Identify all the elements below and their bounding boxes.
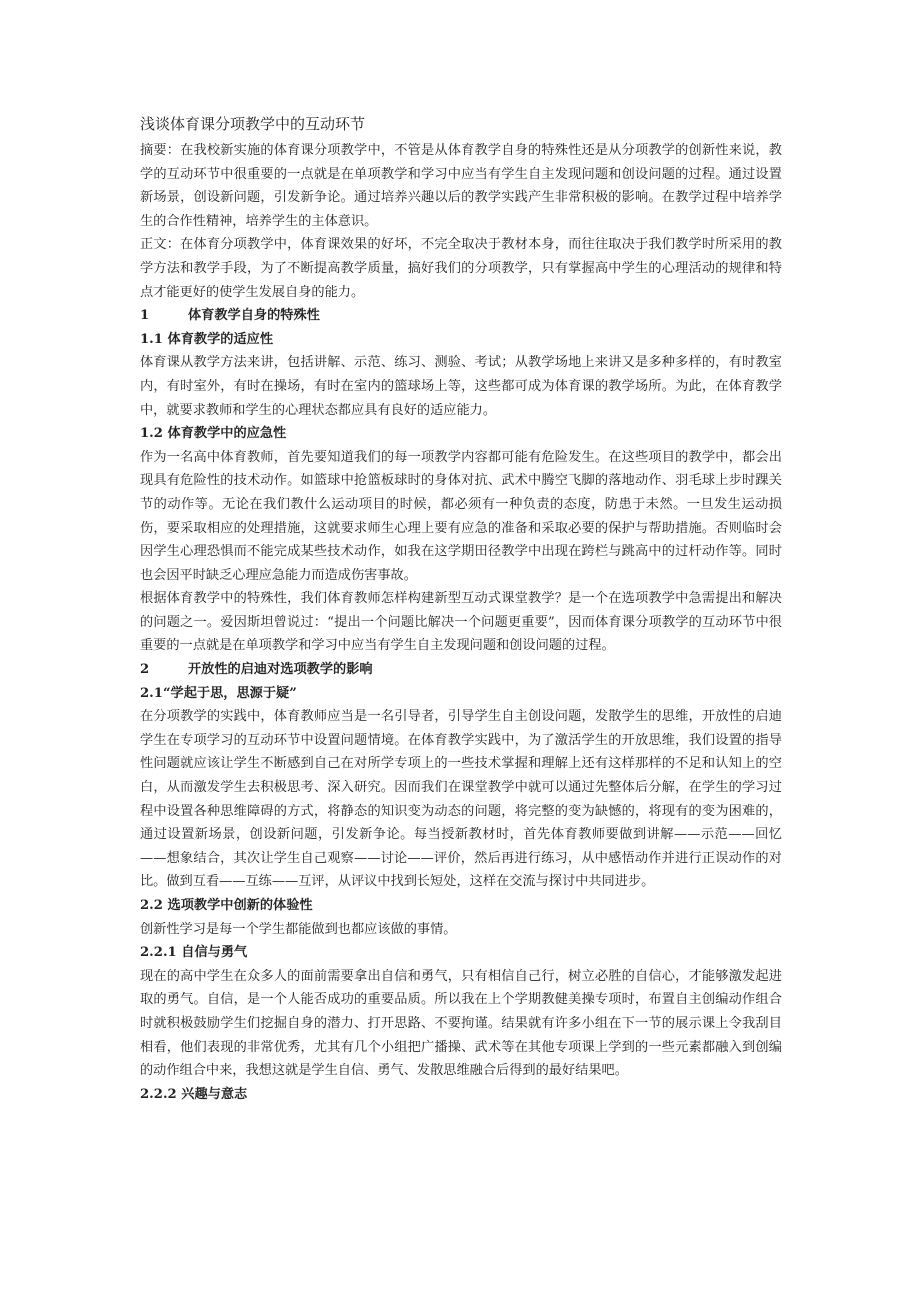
section-1-title: 体育教学自身的特殊性 (188, 308, 320, 324)
section-2-2-1-heading: 2.2.1 自信与勇气 (140, 945, 248, 961)
section-2-number: 2 (140, 662, 150, 678)
document-title: 浅谈体育课分项教学中的互动环节 (140, 115, 366, 133)
section-2-1-heading: 2.1“学起于思，思源于疑” (140, 685, 297, 701)
section-1-heading (140, 304, 782, 328)
section-1-1-heading: 1.1 体育教学的适应性 (140, 331, 274, 347)
section-1-2-heading: 1.2 体育教学中的应急性 (140, 426, 287, 442)
document-page (140, 113, 782, 1106)
intro-paragraph: 正文：在体育分项教学中，体育课效果的好坏，不完全取决于教材本身，而往往取决于我们教学时所采用的教学方法和教学手段，为了不断提高教学质量，搞好我们的分项教学，只有掌握高中学生的心理活动的规律和特点才能更好的使学生发展自身的能力。 (140, 237, 782, 300)
section-2-1-paragraph: 在分项教学的实践中，体育教师应当是一名引导者，引导学生自主创设问题，发散学生的思维，开放性的启迪学生在专项学习的互动环节中设置问题情境。在体育教学实践中，为了激活学生的开放思维，我们设置的指导性问题就应该让学生不断感到自己在对所学专项上的一些技术掌握和理解上还有这样那样的不足和认知上的空白，从而激发学生去积极思考、深入研究。因而我们在课堂教学中就可以通过先整体后分解，在学生的学习过程中设置各种思维障碍的方式，将静态的知识变为动态的问题，将完整的变为缺憾的，将现有的变为困难的，通过设置新场景，创设新问题，引发新争论。每当授新教材时，首先体育教师要做到讲解——示范——回忆——想象结合，其次让学生自己观察——讨论——评价，然后再进行练习，从中感悟动作并进行正误动作的对比。做到互看——互练——互评，从评议中找到长短处，这样在交流与探讨中共同进步。 (140, 709, 782, 890)
section-2-title: 开放性的启迪对选项教学的影响 (188, 662, 373, 678)
section-1-1-paragraph: 体育课从教学方法来讲，包括讲解、示范、练习、测验、考试；从教学场地上来讲又是多种多样的，有时教室内，有时室外，有时在操场，有时在室内的篮球场上等，这些都可成为体育课的教学场所。为此，在体育教学中，就要求教师和学生的心理状态都应具有良好的适应能力。 (140, 355, 782, 418)
section-1-number: 1 (140, 308, 150, 324)
section-1-2-paragraph: 作为一名高中体育教师，首先要知道我们的每一项教学内容都可能有危险发生。在这些项目的教学中，都会出现具有危险性的技术动作。如篮球中抢篮板球时的身体对抗、武术中腾空飞脚的落地动作、羽毛球上步时踝关节的动作等。无论在我们教什么运动项目的时候，都必须有一种负责的态度，防患于未然。一旦发生运动损伤，要采取相应的处理措施，这就要求师生心理上要有应急的准备和采取必要的保护与帮助措施。否则临时会因学生心理恐惧而不能完成某些技术动作，如我在这学期田径教学中出现在跨栏与跳高中的过杆动作等。同时也会因平时缺乏心理应急能力而造成伤害事故。 (140, 449, 782, 583)
section-2-heading (140, 658, 782, 682)
section-2-2-2-heading: 2.2.2 兴趣与意志 (140, 1086, 248, 1102)
section-2-2-heading: 2.2 选项教学中创新的体验性 (140, 898, 313, 913)
section-2-2-1-paragraph: 现在的高中学生在众多人的面前需要拿出自信和勇气，只有相信自己行，树立必胜的自信心，才能够激发起进取的勇气。自信，是一个人能否成功的重要品质。所以我在上个学期教健美操专项时，布置自主创编动作组合时就积极鼓励学生们挖掘自身的潜力、打开思路、不要拘谨。结果就有许多小组在下一节的展示课上令我刮目相看，他们表现的非常优秀，尤其有几个小组把广播操、武术等在其他专项课上学到的一些元素都融入到创编的动作组合中来，我想这就是学生自信、勇气、发散思维融合后得到的最好结果吧。 (140, 968, 782, 1079)
abstract-paragraph: 摘要：在我校新实施的体育课分项教学中，不管是从体育教学自身的特殊性还是从分项教学的创新性来说，教学的互动环节中很重要的一点就是在单项教学和学习中应当有学生自主发现问题和创设问题的过程。通过设置新场景，创设新问题，引发新争论。通过培养兴趣以后的教学实践产生非常积极的影响。在教学过程中培养学生的合作性精神，培养学生的主体意识。 (140, 143, 782, 229)
section-1-2-paragraph-2: 根据体育教学中的特殊性，我们体育教师怎样构建新型互动式课堂教学？是一个在选项教学中急需提出和解决的问题之一。爱因斯坦曾说过：“提出一个问题比解决一个问题更重要”，因而体育课分项教学的互动环节中很重要的一点就是在单项教学和学习中应当有学生自主发现问题和创设问题的过程。 (140, 591, 782, 654)
section-2-2-paragraph: 创新性学习是每一个学生都能做到也都应该做的事情。 (140, 921, 457, 937)
